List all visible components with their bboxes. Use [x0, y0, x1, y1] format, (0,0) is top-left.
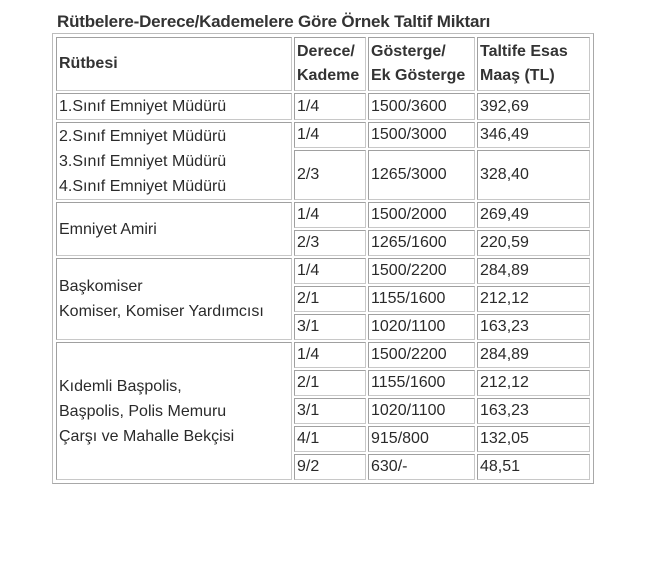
header-indicator-line1: Gösterge/ — [371, 43, 446, 60]
reward-table — [54, 35, 592, 482]
table-row — [56, 93, 590, 120]
grade-cell: 2/3 — [294, 230, 366, 256]
rank-line: 2.Sınıf Emniyet Müdürü — [59, 127, 227, 145]
indicator-cell: 1500/3600 — [368, 93, 475, 120]
header-salary-line2: Maaş (TL) — [480, 67, 555, 84]
grade-cell: 1/4 — [294, 93, 366, 120]
header-grade — [294, 37, 366, 91]
salary-cell: 212,12 — [477, 370, 590, 396]
salary-cell: 163,23 — [477, 314, 590, 340]
rank-cell — [56, 258, 292, 340]
salary-cell: 163,23 — [477, 398, 590, 424]
grade-cell: 1/4 — [294, 258, 366, 284]
rank-line: 4.Sınıf Emniyet Müdürü — [59, 177, 227, 195]
rank-line: Çarşı ve Mahalle Bekçisi — [59, 427, 235, 445]
grade-cell: 1/4 — [294, 342, 366, 368]
salary-cell: 392,69 — [477, 93, 590, 120]
rank-cell — [56, 122, 292, 200]
grade-cell: 1/4 — [294, 122, 366, 148]
table-header-row — [56, 37, 590, 91]
indicator-cell: 1020/1100 — [368, 314, 475, 340]
rank-line: 3.Sınıf Emniyet Müdürü — [59, 152, 227, 170]
header-rank: Rütbesi — [56, 37, 292, 91]
salary-cell: 48,51 — [477, 454, 590, 480]
salary-cell: 132,05 — [477, 426, 590, 452]
table-row — [56, 202, 590, 228]
header-indicator-line2: Ek Gösterge — [371, 67, 466, 84]
header-grade-line2: Kademe — [297, 67, 360, 84]
rank-line: Kıdemli Başpolis, — [59, 377, 182, 395]
salary-cell: 220,59 — [477, 230, 590, 256]
rank-cell: Emniyet Amiri — [56, 202, 292, 256]
header-salary-line1: Taltife Esas — [480, 43, 568, 60]
rank-line: Komiser, Komiser Yardımcısı — [59, 303, 264, 320]
salary-cell: 269,49 — [477, 202, 590, 228]
rank-cell — [56, 342, 292, 480]
salary-cell: 212,12 — [477, 286, 590, 312]
grade-cell: 9/2 — [294, 454, 366, 480]
indicator-cell: 630/- — [368, 454, 475, 480]
indicator-cell: 1500/2000 — [368, 202, 475, 228]
indicator-cell: 1500/2200 — [368, 258, 475, 284]
table-row — [56, 122, 590, 148]
indicator-cell: 1155/1600 — [368, 286, 475, 312]
indicator-cell: 1500/2200 — [368, 342, 475, 368]
indicator-cell: 1265/3000 — [368, 150, 475, 200]
table-row — [56, 258, 590, 284]
indicator-cell: 1020/1100 — [368, 398, 475, 424]
page-title: Rütbelere-Derece/Kademelere Göre Örnek Taltif Miktarı — [57, 12, 491, 31]
salary-cell: 346,49 — [477, 122, 590, 148]
rank-line: Başkomiser — [59, 278, 143, 295]
grade-cell: 3/1 — [294, 314, 366, 340]
header-salary — [477, 37, 590, 91]
grade-cell: 1/4 — [294, 202, 366, 228]
salary-cell: 284,89 — [477, 342, 590, 368]
indicator-cell: 1500/3000 — [368, 122, 475, 148]
grade-cell: 3/1 — [294, 398, 366, 424]
grade-cell: 4/1 — [294, 426, 366, 452]
rank-cell: 1.Sınıf Emniyet Müdürü — [56, 93, 292, 120]
salary-cell: 284,89 — [477, 258, 590, 284]
reward-table-frame — [52, 33, 594, 484]
salary-cell: 328,40 — [477, 150, 590, 200]
grade-cell: 2/1 — [294, 370, 366, 396]
header-indicator — [368, 37, 475, 91]
indicator-cell: 1155/1600 — [368, 370, 475, 396]
grade-cell: 2/3 — [294, 150, 366, 200]
table-row — [56, 342, 590, 368]
grade-cell: 2/1 — [294, 286, 366, 312]
indicator-cell: 915/800 — [368, 426, 475, 452]
rank-line: Başpolis, Polis Memuru — [59, 402, 227, 420]
indicator-cell: 1265/1600 — [368, 230, 475, 256]
header-grade-line1: Derece/ — [297, 43, 355, 60]
